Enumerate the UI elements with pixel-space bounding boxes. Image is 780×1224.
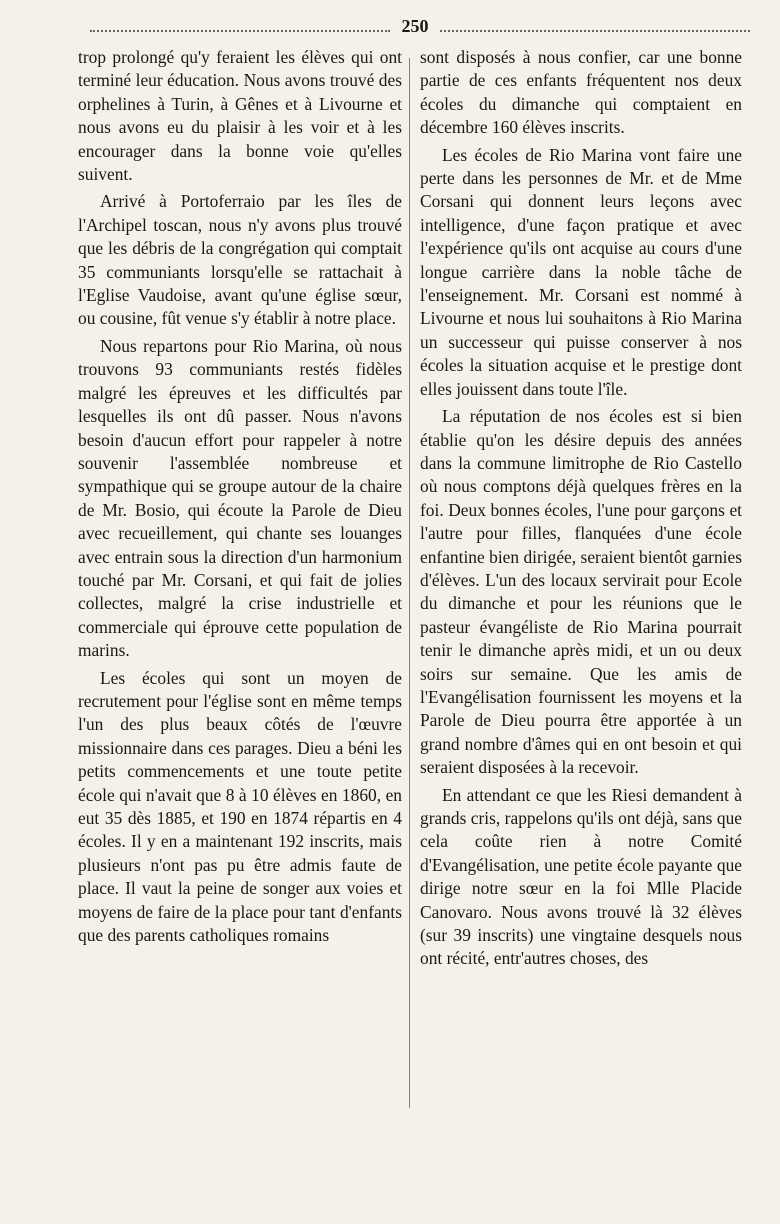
left-column bbox=[78, 46, 402, 947]
header-rule-left bbox=[90, 30, 390, 32]
column-divider bbox=[409, 58, 410, 1108]
right-column bbox=[420, 46, 742, 971]
header-rule-right bbox=[440, 30, 750, 32]
paragraph: trop prolongé qu'y feraient les élèves qui ont terminé leur éducation. Nous avons trouvé des orphelines à Turin, à Gênes et à Livourne et nous avons eu du plaisir à les voir et à les encourager dans la bonne voie qu'elles suivent. bbox=[78, 47, 402, 185]
paragraph: sont disposés à nous confier, car une bonne partie de ces enfants fréquentent nos deux écoles du dimanche qui comptaient en décembre 160 élèves inscrits. bbox=[420, 47, 742, 138]
paragraph: Les écoles de Rio Marina vont faire une perte dans les personnes de Mr. et de Mme Corsani qui donnent leurs leçons avec intelligence, d'une façon pratique et avec l'expérience qu'ils ont acquise au cours d'une longue carrière dans la noble tâche de l'enseignement. Mr. Corsani est nommé à Livourne et nous lui souhaitons à Rio Marina un successeur qui puisse conserver à nos écoles la situation acquise et le prestige dont elles jouissent dans toute l'île. bbox=[420, 144, 742, 399]
paragraph: La réputation de nos écoles est si bien établie qu'on les désire depuis des années dans la commune limitrophe de Rio Castello où nous comptons déjà quelques frères en la foi. Deux bonnes écoles, l'une pour garçons et l'autre pour filles, flanquées d'une école enfantine bien dirigée, seraient bientôt garnies d'élèves. L'un des locaux servirait pour Ecole du dimanche et pour les réunions que le pasteur évangéliste de Rio Marina pourrait tenir le dimanche après midi, et un ou deux soirs sur semaine. Que les amis de l'Evangélisation fournissent les moyens et la Parole de Dieu pourra être apportée à un grand nombre d'âmes qui en ont besoin et qui seraient disposées à la recevoir. bbox=[420, 406, 742, 778]
paragraph: Nous repartons pour Rio Marina, où nous trouvons 93 communiants restés fidèles malgré les épreuves et les difficultés par lesquelles ils ont dû passer. Nous n'avons besoin d'aucun effort pour rappeler à notre souvenir l'assemblée nombreuse et sympathique qui se groupe autour de la chaire de Mr. Bosio, qui écoute la Parole de Dieu avec recueillement, qui chante ses louanges avec entrain sous la direction d'un harmonium touché par Mr. Corsani, et qui fait de jolies collectes, malgré la crise industrielle et commerciale qui éprouve cette population de marins. bbox=[78, 335, 402, 661]
paragraph: En attendant ce que les Riesi demandent à grands cris, rappelons qu'ils ont déjà, sans que cela coûte rien à notre Comité d'Evangélisation, une petite école payante que dirige notre sœur en la foi Mlle Placide Canovaro. Nous avons trouvé là 32 élèves (sur 39 inscrits) une vingtaine desquels nous ont récité, entr'autres choses, des bbox=[420, 784, 742, 969]
page-number: 250 bbox=[401, 16, 429, 36]
paragraph: Arrivé à Portoferraio par les îles de l'Archipel toscan, nous n'y avons plus trouvé que les débris de la congrégation qui comptait 35 communiants lorsqu'elle se rattachait à l'Eglise Vaudoise, avant qu'une église sœur, ou cousine, fût venue s'y établir à notre place. bbox=[78, 191, 402, 329]
paragraph: Les écoles qui sont un moyen de recrutement pour l'église sont en même temps l'un des plus beaux côtés de l'œuvre missionnaire dans ces parages. Dieu a béni les petits commencements et une toute petite école qui n'avait que 8 à 10 élèves en 1860, en eut 35 dès 1885, et 190 en 1874 répartis en 4 écoles. Il y en a maintenant 192 inscrits, mais plusieurs n'ont pas pu être admis faute de place. Il vaut la peine de songer aux voies et moyens de faire de la place pour tant d'enfants que des parents catholiques romains bbox=[78, 667, 402, 946]
page-header bbox=[80, 10, 750, 44]
